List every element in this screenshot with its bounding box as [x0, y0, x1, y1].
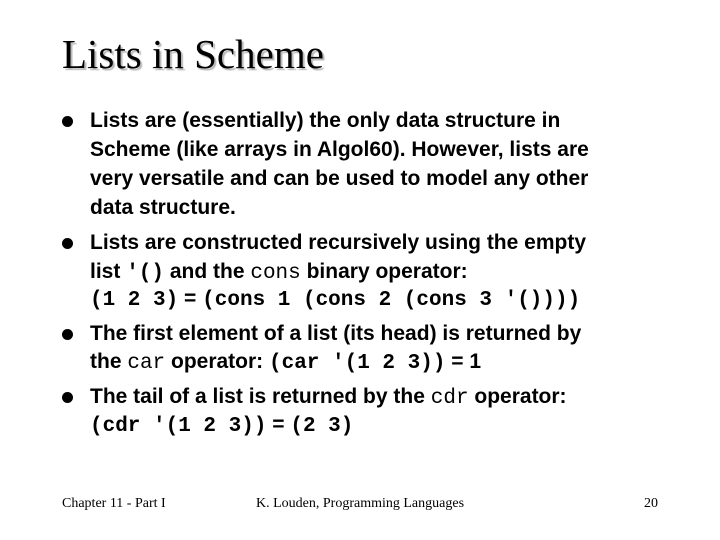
bullet-marker [62, 238, 73, 249]
bullet-4-line-1 [90, 384, 567, 412]
footer-chapter: Chapter 11 - Part I [62, 496, 166, 511]
text-fragment: The tail of a list is returned by the [90, 385, 431, 408]
code-cdr: cdr [430, 387, 469, 410]
code-fragment: (car '(1 2 3)) [269, 352, 446, 375]
bullet-2-line-1: Lists are constructed recursively using the empty [90, 231, 587, 254]
text-fragment: the [90, 350, 128, 373]
code-car: car [127, 352, 166, 375]
bullet-3-line-2 [90, 349, 481, 377]
bullet-1-line-3: very versatile and can be used to model any other [90, 167, 589, 190]
equals-sign: = [445, 350, 470, 373]
text-fragment: and the [164, 260, 251, 283]
bullet-marker [62, 116, 73, 127]
bullet-1-line-2: Scheme (like arrays in Algol60). However, lists are [90, 138, 589, 161]
text-fragment: operator: [468, 385, 567, 408]
bullet-marker [62, 392, 73, 403]
code-fragment: (1 2 3) [90, 289, 179, 312]
code-fragment: (cons 1 (cons 2 (cons 3 '()))) [202, 289, 581, 312]
text-fragment: operator: [165, 350, 269, 373]
text-fragment: list [90, 260, 127, 283]
code-fragment: (2 3) [290, 415, 354, 438]
bullet-marker [62, 329, 73, 340]
bullet-3-line-1: The first element of a list (its head) is returned by [90, 322, 582, 345]
code-cons: cons [250, 262, 301, 285]
equals-sign: = [178, 287, 203, 310]
result-value: 1 [469, 350, 482, 373]
code-empty-list: '() [126, 262, 164, 285]
code-fragment: (cdr '(1 2 3)) [90, 415, 267, 438]
equals-sign: = [266, 413, 291, 436]
code-example-cdr [90, 412, 353, 440]
bullet-1-line-1: Lists are (essentially) the only data structure in [90, 109, 561, 132]
text-fragment: binary operator: [300, 260, 468, 283]
bullet-1-line-4: data structure. [90, 196, 236, 219]
bullet-2-line-2 [90, 259, 468, 287]
footer-author: K. Louden, Programming Languages [256, 496, 465, 511]
slide-title: Lists in Scheme [62, 31, 324, 77]
code-example-cons [90, 286, 580, 314]
footer-page-number: 20 [644, 496, 658, 511]
